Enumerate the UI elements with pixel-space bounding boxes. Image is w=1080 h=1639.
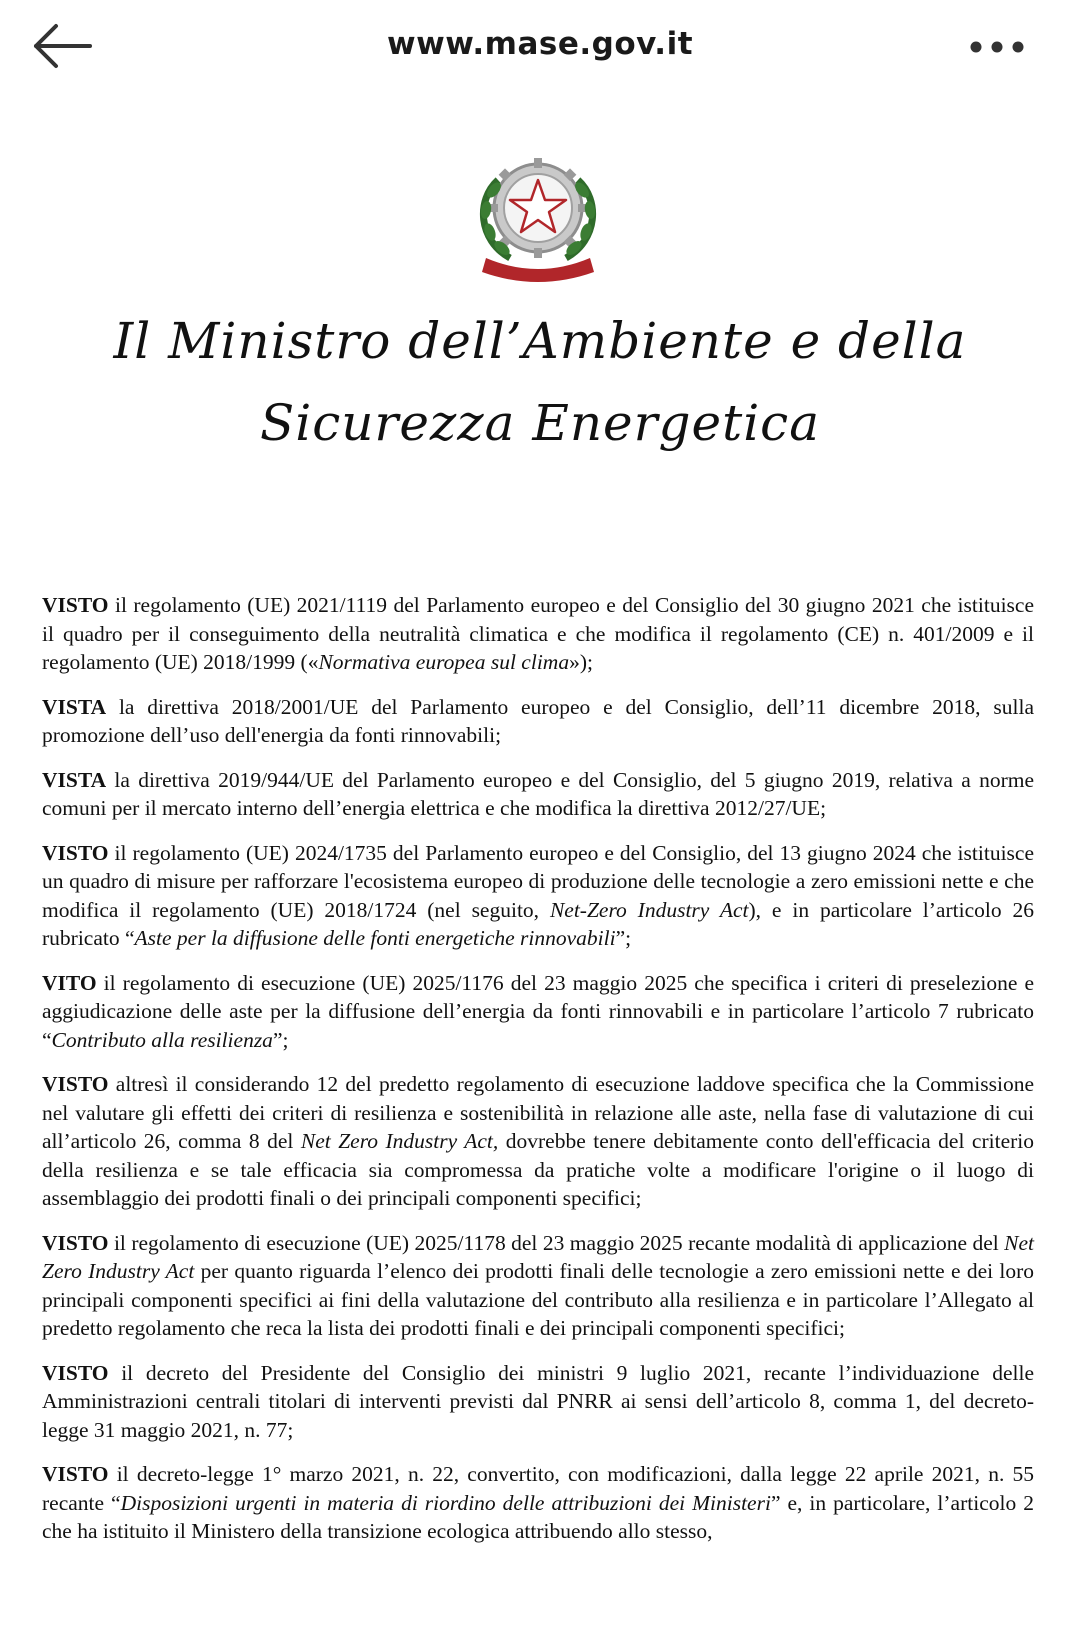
ministry-title <box>60 300 1020 464</box>
paragraph-8 <box>42 1359 1034 1445</box>
page-url[interactable]: www.mase.gov.it <box>386 26 694 62</box>
paragraph-text: ” e, in particolare, l’articolo 2 che ha istituito il Ministero della transizione ecologica attribuendo allo stesso, <box>42 1490 1034 1543</box>
paragraph-text: dovrebbe tenere debitamente conto dell'efficacia del criterio della resilienza e se tale efficacia sia compromessa da pratiche volte a modificare l'origine o il luogo di assemblaggio dei prodotti finali o dei principali componenti specifici; <box>42 1129 1034 1210</box>
emblem-logo <box>468 140 608 290</box>
paragraph-italic: Net Zero Industry Act <box>42 1230 1034 1283</box>
paragraph-3 <box>42 766 1034 823</box>
browser-top-bar <box>0 0 1080 96</box>
paragraph-italic: Aste per la diffusione delle fonti energetiche rinnovabili <box>134 926 616 950</box>
paragraph-lead: VISTO <box>42 1360 109 1385</box>
document-body <box>42 591 1034 1562</box>
paragraph-text: »); <box>569 650 593 674</box>
paragraph-text: la direttiva 2018/2001/UE del Parlamento europeo e del Consiglio, dell’11 dicembre 2018, sulla promozione dell’uso dell'energia da fonti rinnovabili; <box>42 694 1034 747</box>
paragraph-text: il decreto del Presidente del Consiglio dei ministri 9 luglio 2021, recante l’individuazione delle Amministrazioni centrali titolari di interventi previsti dal PNRR ai sensi dell’articolo 8, comma 1, del decreto-legge 31 maggio 2021, n. 77; <box>42 1360 1034 1442</box>
paragraph-italic: Contributo alla resilienza <box>51 1027 273 1052</box>
paragraph-italic: Net Zero Industry Act, <box>300 1129 499 1153</box>
paragraph-lead: VISTA <box>42 694 107 719</box>
paragraph-text: altresì il considerando 12 del predetto regolamento di esecuzione laddove specifica che la Commissione nel valutare gli effetti dei criteri di resilienza e sostenibilità in relazione alle aste, nella fase di valutazione di cui all’articolo 26, comma 8 del <box>42 1072 1034 1153</box>
paragraph-italic: Net-Zero Industry Act <box>549 897 749 922</box>
paragraph-4 <box>42 839 1034 953</box>
paragraph-1 <box>42 591 1034 677</box>
paragraph-italic: Disposizioni urgenti in materia di riordino delle attribuzioni dei Ministeri <box>120 1490 771 1515</box>
paragraph-lead: VITO <box>42 970 97 995</box>
paragraph-lead: VISTO <box>42 593 109 617</box>
paragraph-text: ”; <box>272 1027 289 1052</box>
paragraph-italic: Normativa europea sul clima <box>318 650 570 674</box>
paragraph-9 <box>42 1460 1034 1546</box>
paragraph-lead: VISTO <box>42 1462 109 1486</box>
paragraph-text: ), e in particolare l’articolo 26 rubricato “ <box>42 897 1034 950</box>
paragraph-text: il regolamento (UE) 2024/1735 del Parlamento europeo e del Consiglio, del 13 giugno 2024 che istituisce un quadro di misure per rafforzare l'ecosistema europeo di produzione delle tecnologie a zero emissioni nette e che modifica il regolamento (UE) 2018/1724 (nel seguito, <box>42 840 1034 922</box>
paragraph-text: il regolamento (UE) 2021/1119 del Parlamento europeo e del Consiglio del 30 giugno 2021 che istituisce il quadro per il conseguimento della neutralità climatica e che modifica il regolamento (CE) n. 401/2009 e il regolamento (UE) 2018/1999 (« <box>42 593 1034 674</box>
paragraph-text: il regolamento di esecuzione (UE) 2025/1176 del 23 maggio 2025 che specifica i criteri di preselezione e aggiudicazione delle aste per la diffusione dell’energia da fonti rinnovabili e in particolare l’articolo 7 rubricato “ <box>42 970 1034 1052</box>
paragraph-lead: VISTO <box>42 1072 109 1096</box>
ministry-title-line2: Sicurezza Energetica <box>259 394 820 452</box>
paragraph-lead: VISTO <box>42 1230 109 1255</box>
paragraph-6 <box>42 1070 1034 1213</box>
paragraph-text: per quanto riguarda l’elenco dei prodotti finali delle tecnologie a zero emissioni nette e dei loro principali componenti specifici ai fini della valutazione del contributo alla resilienza e in particolare l’Allegato al predetto regolamento che reca la lista dei prodotti finali e dei principali componenti specifici; <box>42 1259 1035 1340</box>
paragraph-text: la direttiva 2019/944/UE del Parlamento europeo e del Consiglio, del 5 giugno 2019, relativa a norme comuni per il mercato interno dell’energia elettrica e che modifica la direttiva 2012/27/UE; <box>42 767 1034 820</box>
ministry-title-line1: Il Ministro dell’Ambiente e della <box>113 312 967 370</box>
paragraph-lead: VISTA <box>42 767 107 792</box>
paragraph-text: il regolamento di esecuzione (UE) 2025/1178 del 23 maggio 2025 recante modalità di applicazione del <box>108 1230 1005 1255</box>
paragraph-text: il decreto-legge 1° marzo 2021, n. 22, convertito, con modificazioni, dalla legge 22 aprile 2021, n. 55 recante “ <box>42 1462 1034 1515</box>
paragraph-7 <box>42 1229 1034 1343</box>
paragraph-2 <box>42 693 1034 750</box>
paragraph-5 <box>42 969 1034 1055</box>
more-dots-icon <box>966 36 1036 58</box>
paragraph-lead: VISTO <box>42 840 109 865</box>
more-options-button[interactable] <box>966 36 1036 58</box>
paragraph-text: ”; <box>615 926 632 950</box>
